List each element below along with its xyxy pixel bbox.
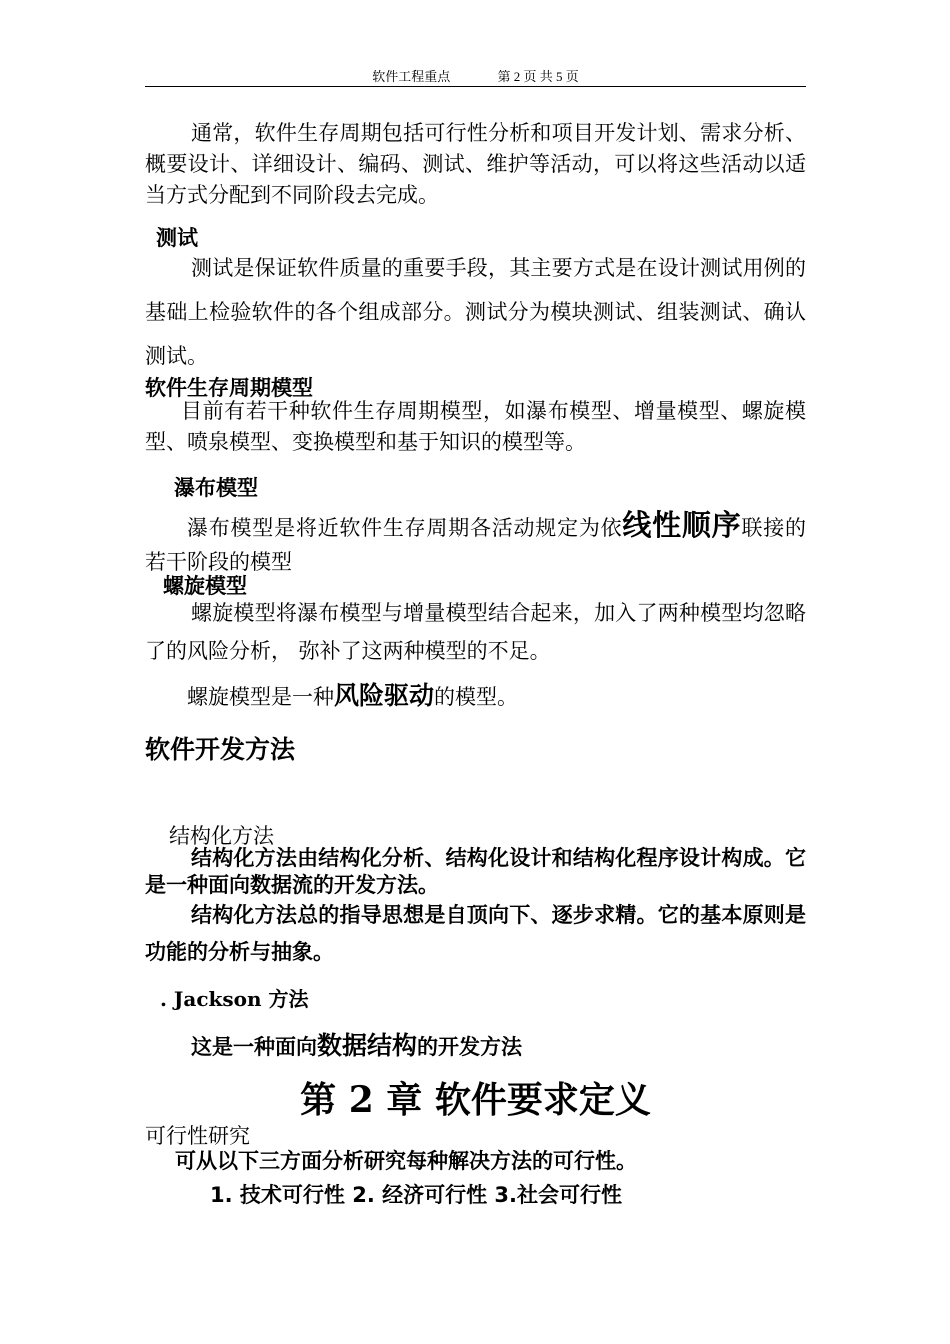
feasibility-items: 1. 技术可行性 2. 经济可行性 3.社会可行性 bbox=[210, 1183, 623, 1207]
paragraph-jackson bbox=[191, 1030, 806, 1063]
jackson-text-b: 的开发方法 bbox=[417, 1035, 523, 1059]
paragraph-structured-2: 结构化方法总的指导思想是自顶向下、逐步求精。它的基本原则是功能的分析与抽象。 bbox=[145, 903, 806, 964]
header-title: 软件工程重点 bbox=[372, 69, 451, 84]
heading-dev-methods: 软件开发方法 bbox=[145, 735, 296, 764]
heading-lifecycle-model: 软件生存周期模型 bbox=[145, 376, 313, 400]
paragraph-lifecycle-intro: 通常，软件生存周期包括可行性分析和项目开发计划、需求分析、概要设计、详细设计、编码、测试、维护等活动，可以将这些活动以适当方式分配到不同阶段去完成。 bbox=[145, 121, 806, 207]
page-header bbox=[145, 66, 806, 87]
spiral-risk-emphasis: 风险驱动 bbox=[334, 681, 435, 710]
waterfall-emphasis: 线性顺序 bbox=[622, 508, 742, 542]
paragraph-spiral-risk bbox=[187, 680, 806, 713]
heading-test: 测试 bbox=[156, 226, 198, 250]
heading-structured: 结构化方法 bbox=[169, 824, 274, 848]
heading-waterfall: 瀑布模型 bbox=[174, 476, 258, 500]
paragraph-lifecycle-model: 目前有若干种软件生存周期模型，如瀑布模型、增量模型、螺旋模型、喷泉模型、变换模型和基于知识的模型等。 bbox=[145, 399, 806, 454]
waterfall-text-a: 瀑布模型是将近软件生存周期各活动规定为依 bbox=[187, 516, 623, 540]
paragraph-feasibility: 可从以下三方面分析研究每种解决方法的可行性。 bbox=[175, 1149, 637, 1173]
paragraph-spiral: 螺旋模型将瀑布模型与增量模型结合起来，加入了两种模型均忽略了的风险分析， 弥补了这两种模型的不足。 bbox=[145, 601, 806, 663]
header-page-number: 第 2 页 共 5 页 bbox=[497, 69, 579, 84]
paragraph-test: 测试是保证软件质量的重要手段，其主要方式是在设计测试用例的基础上检验软件的各个组成部分。测试分为模块测试、组装测试、确认测试。 bbox=[145, 256, 806, 368]
heading-feasibility: 可行性研究 bbox=[145, 1124, 250, 1148]
waterfall-text-b: 联接的若干阶段的模型 bbox=[145, 516, 806, 574]
heading-spiral: 螺旋模型 bbox=[163, 574, 247, 598]
heading-jackson: . Jackson 方法 bbox=[160, 987, 309, 1011]
jackson-emphasis: 数据结构 bbox=[317, 1031, 418, 1060]
paragraph-structured-1: 结构化方法由结构化分析、结构化设计和结构化程序设计构成。它是一种面向数据流的开发方法。 bbox=[145, 846, 806, 897]
spiral-risk-text-a: 螺旋模型是一种 bbox=[187, 685, 334, 709]
chapter-title: 第 2 章 软件要求定义 bbox=[300, 1079, 651, 1121]
spiral-risk-text-b: 的模型。 bbox=[434, 685, 519, 709]
jackson-text-a: 这是一种面向 bbox=[191, 1035, 317, 1059]
paragraph-waterfall bbox=[145, 508, 806, 579]
